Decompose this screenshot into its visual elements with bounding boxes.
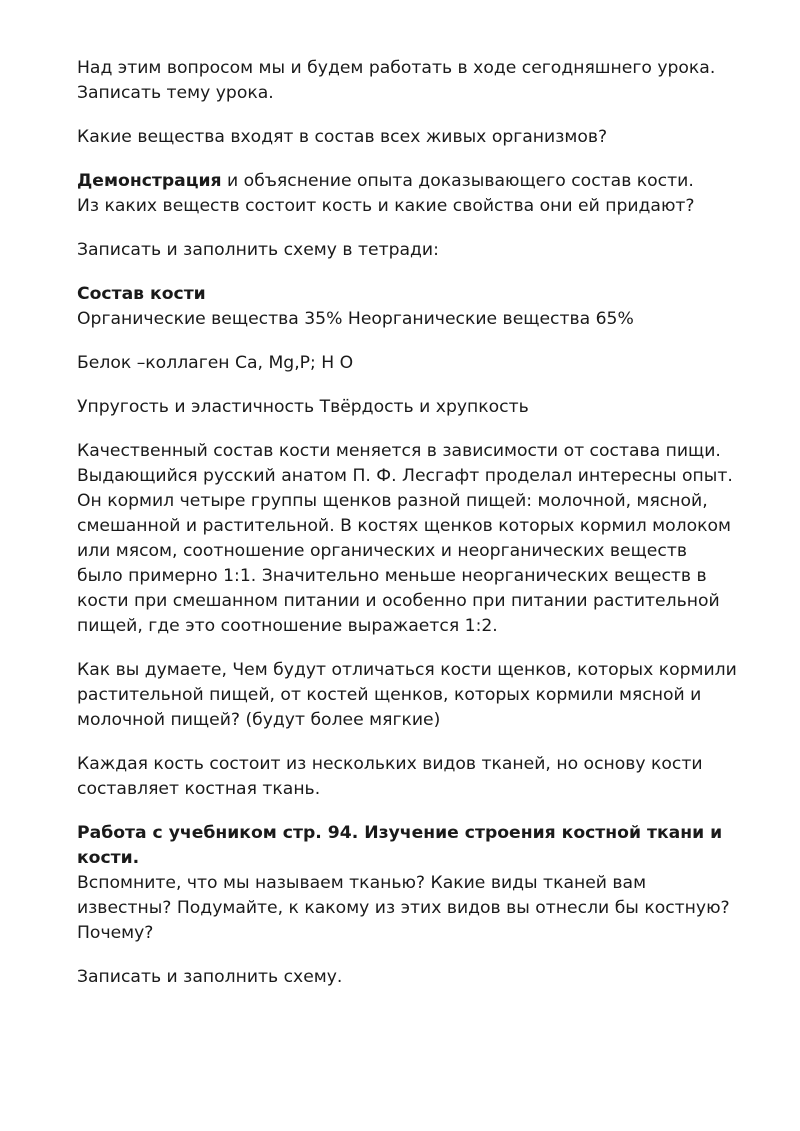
text-line: Органические вещества 35% Неорганические вещества 65% (77, 309, 634, 329)
paragraph-discussion (77, 658, 752, 733)
text-line: Белок –коллаген Ca, Mg,P; H O (77, 353, 354, 373)
text-line: пищей, где это соотношение выражается 1:2. (77, 616, 498, 636)
paragraph-demonstration (77, 169, 752, 219)
text-line: Записать тему урока. (77, 83, 274, 103)
paragraph-bone-composition (77, 282, 752, 332)
text-line: Над этим вопросом мы и будем работать в ходе сегодняшнего урока. (77, 58, 716, 78)
text-line: Почему? (77, 923, 154, 943)
text-line: Как вы думаете, Чем будут отличаться кости щенков, которых кормили (77, 660, 737, 680)
text-line: кости при смешанном питании и особенно при питании растительной (77, 591, 720, 611)
paragraph-properties (77, 395, 752, 420)
paragraph-question (77, 125, 752, 150)
section-heading: Состав кости (77, 284, 206, 304)
text-line: молочной пищей? (будут более мягкие) (77, 710, 441, 730)
text-line: смешанной и растительной. В костях щенков которых кормил молоком (77, 516, 731, 536)
text-line: растительной пищей, от костей щенков, которых кормили мясной и (77, 685, 702, 705)
text-line: Выдающийся русский анатом П. Ф. Лесгафт проделал интересны опыт. (77, 466, 733, 486)
text-line: Он кормил четыре группы щенков разной пищей: молочной, мясной, (77, 491, 708, 511)
text-line: Каждая кость состоит из нескольких видов тканей, но основу кости (77, 754, 703, 774)
text-line: Качественный состав кости меняется в зависимости от состава пищи. (77, 441, 721, 461)
text-line: или мясом, соотношение органических и неорганических веществ (77, 541, 687, 561)
text-line: Из каких веществ состоит кость и какие свойства они ей придают? (77, 196, 695, 216)
text-line: Записать и заполнить схему в тетради: (77, 240, 439, 260)
paragraph-bone-tissue (77, 752, 752, 802)
paragraph-intro (77, 56, 752, 106)
paragraph-final-instruction (77, 965, 752, 990)
text-line (77, 169, 752, 194)
paragraph-substances (77, 351, 752, 376)
paragraph-textbook-work (77, 821, 752, 946)
text-line: составляет костная ткань. (77, 779, 321, 799)
text-line: было примерно 1:1. Значительно меньше неорганических веществ в (77, 566, 707, 586)
paragraph-instruction (77, 238, 752, 263)
text-line: Вспомните, что мы называем тканью? Какие виды тканей вам (77, 873, 647, 893)
text-line: Какие вещества входят в состав всех живых организмов? (77, 127, 608, 147)
bold-term: Демонстрация (77, 171, 222, 191)
paragraph-lesgaft-experiment (77, 439, 752, 639)
text-line: известны? Подумайте, к какому из этих видов вы отнесли бы костную? (77, 898, 730, 918)
section-heading: кости. (77, 848, 140, 868)
text-line: Записать и заполнить схему. (77, 967, 343, 987)
section-heading: Работа с учебником стр. 94. Изучение строения костной ткани и (77, 823, 723, 843)
text-run: и объяснение опыта доказывающего состав кости. (221, 171, 694, 191)
text-line: Упругость и эластичность Твёрдость и хрупкость (77, 397, 529, 417)
